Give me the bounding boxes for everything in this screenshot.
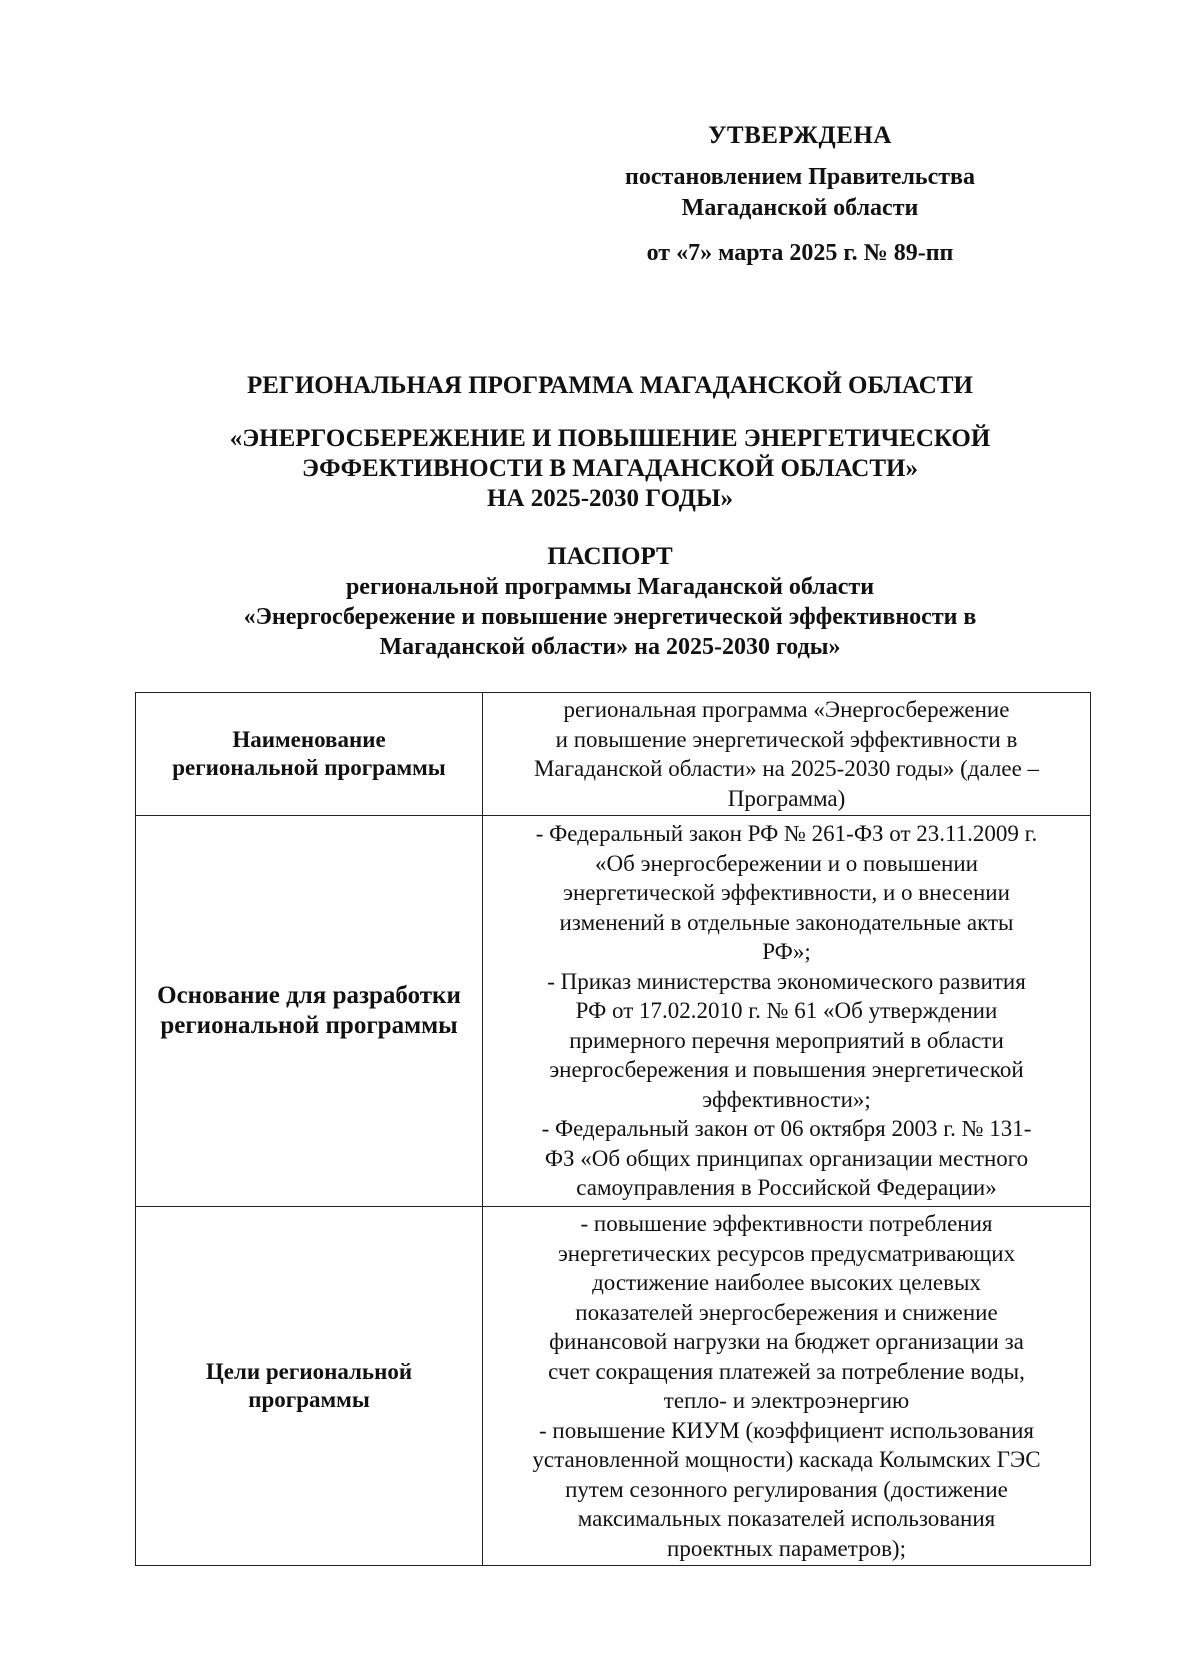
table-value-cell — [483, 693, 1091, 816]
table-value-line: энергетической эффективности, и о внесении — [563, 880, 1010, 906]
table-value-line: тепло- и электроэнергию — [663, 1388, 910, 1413]
approval-block — [590, 120, 1010, 269]
table-value-cell — [483, 1207, 1091, 1566]
table-value-line: - Федеральный закон от 06 октября 2003 г. № 131- — [541, 1116, 1032, 1142]
passport-subtitle-line-1: региональной программы Магаданской области — [345, 574, 875, 600]
table-value-line: энергосбережения и повышения энергетической — [549, 1057, 1024, 1083]
table-value-line: ФЗ «Об общих принципах организации местного — [544, 1145, 1029, 1171]
approval-line-2: Магаданской области — [681, 195, 919, 221]
program-quoted-title-line-1: «ЭНЕРГОСБЕРЕЖЕНИЕ И ПОВЫШЕНИЕ ЭНЕРГЕТИЧЕСКОЙ — [229, 425, 991, 452]
program-main-title: РЕГИОНАЛЬНАЯ ПРОГРАММА МАГАДАНСКОЙ ОБЛАСТИ — [246, 372, 973, 399]
table-value-line: путем сезонного регулирования (достижение — [565, 1476, 1008, 1502]
table-value-line: проектных параметров); — [667, 1535, 906, 1561]
approval-line-1: постановлением Правительства — [624, 164, 975, 190]
table-value-line: РФ»; — [762, 939, 811, 965]
table-value-line: показателей энергосбережения и снижение — [575, 1299, 998, 1325]
table-value-line: изменений в отдельные законодательные акты — [559, 909, 1014, 935]
table-value-line: Магаданской области» на 2025-2030 годы» (далее – — [533, 756, 1040, 781]
program-quoted-title-line-3: НА 2025-2030 ГОДЫ» — [486, 485, 734, 512]
approval-spacer — [590, 152, 1010, 162]
table-value-line: финансовой нагрузки на бюджет организации за — [549, 1329, 1024, 1354]
approval-date: от «7» марта 2025 г. № 89-пп — [646, 240, 954, 266]
approval-heading: УТВЕРЖДЕНА — [708, 122, 892, 149]
table-value-line: Программа) — [727, 785, 846, 811]
program-quoted-title — [120, 424, 1100, 514]
table-value-line: самоуправления в Российской Федерации» — [576, 1175, 997, 1201]
program-quoted-title-line-2: ЭФФЕКТИВНОСТИ В МАГАДАНСКОЙ ОБЛАСТИ» — [302, 455, 918, 482]
passport-subtitle-line-2: «Энергосбережение и повышение энергетической эффективности в — [243, 604, 977, 630]
program-titles — [120, 370, 1100, 662]
table-value-line: эффективности»; — [702, 1086, 871, 1112]
table-row — [136, 1207, 1091, 1566]
table-value-line: региональная программа «Энергосбережение — [563, 697, 1010, 722]
table-value-line: энергетических ресурсов предусматривающих — [557, 1240, 1016, 1266]
table-label-line: Цели региональной — [205, 1359, 413, 1384]
table-label-cell — [136, 816, 483, 1207]
passport-table — [135, 692, 1091, 1566]
table-label-line: Основание для разработки — [157, 982, 461, 1009]
table-value-line: «Об энергосбережении и о повышении — [595, 850, 978, 876]
table-value-line: примерного перечня мероприятий в области — [569, 1027, 1004, 1053]
table-row — [136, 693, 1091, 816]
table-value-line: - Федеральный закон РФ № 261-ФЗ от 23.11.2009 г. — [535, 821, 1038, 847]
table-label-cell — [136, 693, 483, 816]
table-value-line: установленной мощности) каскада Колымских ГЭС — [532, 1447, 1041, 1472]
table-value-line: - повышение КИУМ (коэффициент использования — [539, 1417, 1034, 1443]
passport-subtitle-line-3: Магаданской области» на 2025-2030 годы» — [379, 634, 841, 660]
table-value-line: - Приказ министерства экономического развития — [547, 968, 1026, 994]
table-row — [136, 816, 1091, 1207]
table-label-line: региональной программы — [172, 755, 446, 780]
table-value-cell — [483, 816, 1091, 1207]
table-label-cell — [136, 1207, 483, 1566]
table-value-line: и повышение энергетической эффективности в — [555, 726, 1018, 752]
table-value-line: максимальных показателей использования — [577, 1506, 996, 1531]
table-label-line: региональной программы — [160, 1012, 458, 1039]
passport-heading: ПАСПОРТ — [547, 543, 673, 570]
table-value-line: - повышение эффективности потребления — [580, 1211, 993, 1236]
table-value-line: счет сокращения платежей за потребление воды, — [548, 1358, 1025, 1384]
table-value-line: достижение наиболее высоких целевых — [592, 1270, 981, 1295]
table-label-line: Наименование — [232, 727, 386, 752]
table-label-line: программы — [248, 1387, 370, 1412]
table-value-line: РФ от 17.02.2010 г. № 61 «Об утверждении — [575, 998, 998, 1024]
passport-subtitle — [120, 572, 1100, 662]
